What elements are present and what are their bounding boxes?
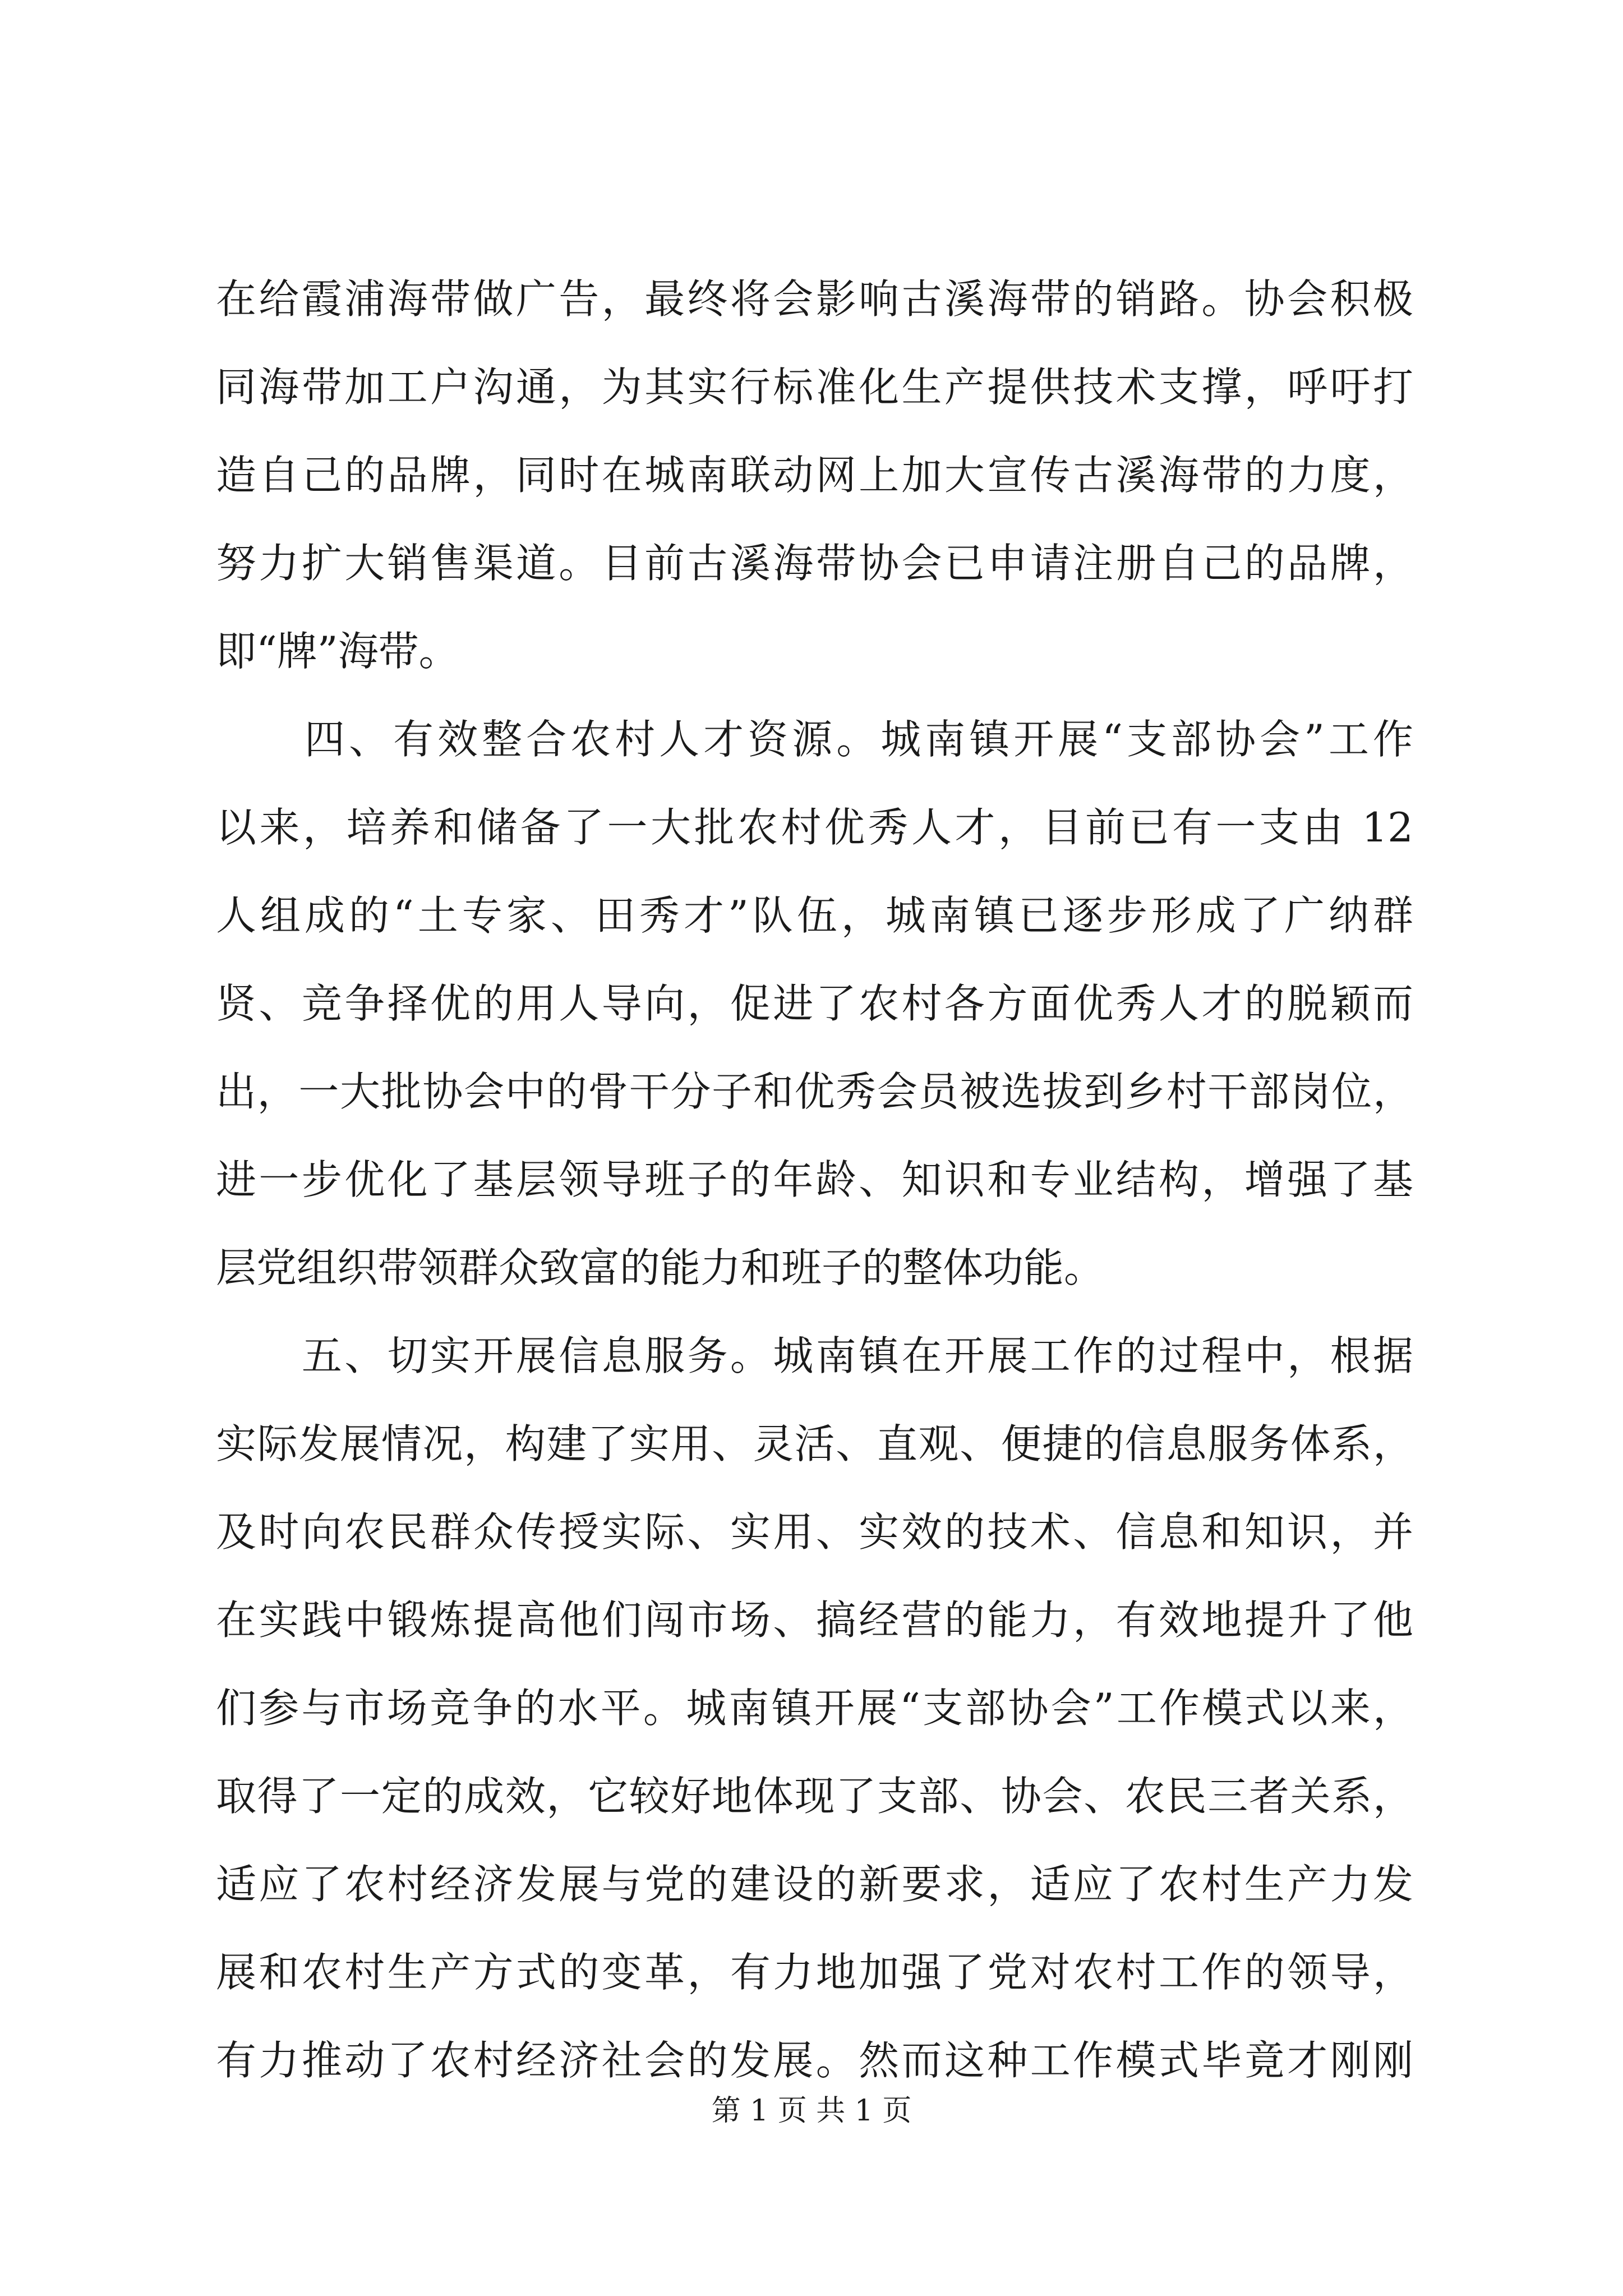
text-line: 及时向农民群众传授实际、实用、实效的技术、信息和知识，并 — [216, 1508, 1413, 1556]
text-line: 努力扩大销售渠道。目前古溪海带协会已申请注册自己的品牌， — [216, 540, 1413, 587]
text-line: 实际发展情况，构建了实用、灵活、直观、便捷的信息服务体系， — [216, 1420, 1413, 1467]
text-line: 以来，培养和储备了一大批农村优秀人才，目前已有一支由 12 — [216, 804, 1413, 851]
text-line: 适应了农村经济发展与党的建设的新要求，适应了农村生产力发 — [216, 1861, 1413, 1908]
text-line: 在给霞浦海带做广告，最终将会影响古溪海带的销路。协会积极 — [216, 275, 1413, 323]
text-line: 取得了一定的成效，它较好地体现了支部、协会、农民三者关系， — [216, 1773, 1413, 1820]
text-line: 们参与市场竞争的水平。城南镇开展“支部协会”工作模式以来， — [216, 1685, 1413, 1732]
text-line: 即“牌”海带。 — [216, 628, 459, 675]
text-line: 层党组织带领群众致富的能力和班子的整体功能。 — [216, 1244, 1105, 1291]
text-line: 展和农村生产方式的变革，有力地加强了党对农村工作的领导， — [216, 1949, 1413, 1996]
text-line: 贤、竞争择优的用人导向，促进了农村各方面优秀人才的脱颖而 — [216, 980, 1413, 1027]
page-footer: 第 1 页 共 1 页 — [711, 2094, 912, 2128]
text-line: 出，一大批协会中的骨干分子和优秀会员被选拔到乡村干部岗位， — [216, 1068, 1413, 1115]
text-line: 五、切实开展信息服务。城南镇在开展工作的过程中，根据 — [216, 1332, 1413, 1379]
text-line: 造自己的品牌，同时在城南联动网上加大宣传古溪海带的力度， — [216, 452, 1413, 499]
text-line: 人组成的“土专家、田秀才”队伍，城南镇已逐步形成了广纳群 — [216, 892, 1413, 939]
text-line: 有力推动了农村经济社会的发展。然而这种工作模式毕竟才刚刚 — [216, 2037, 1413, 2084]
text-line: 在实践中锻炼提高他们闯市场、搞经营的能力，有效地提升了他 — [216, 1596, 1413, 1644]
text-line: 四、有效整合农村人才资源。城南镇开展“支部协会”工作 — [216, 716, 1413, 763]
text-line: 同海带加工户沟通，为其实行标准化生产提供技术支撑，呼吁打 — [216, 364, 1413, 411]
text-line: 进一步优化了基层领导班子的年龄、知识和专业结构，增强了基 — [216, 1156, 1413, 1203]
document-body — [216, 255, 1413, 2105]
